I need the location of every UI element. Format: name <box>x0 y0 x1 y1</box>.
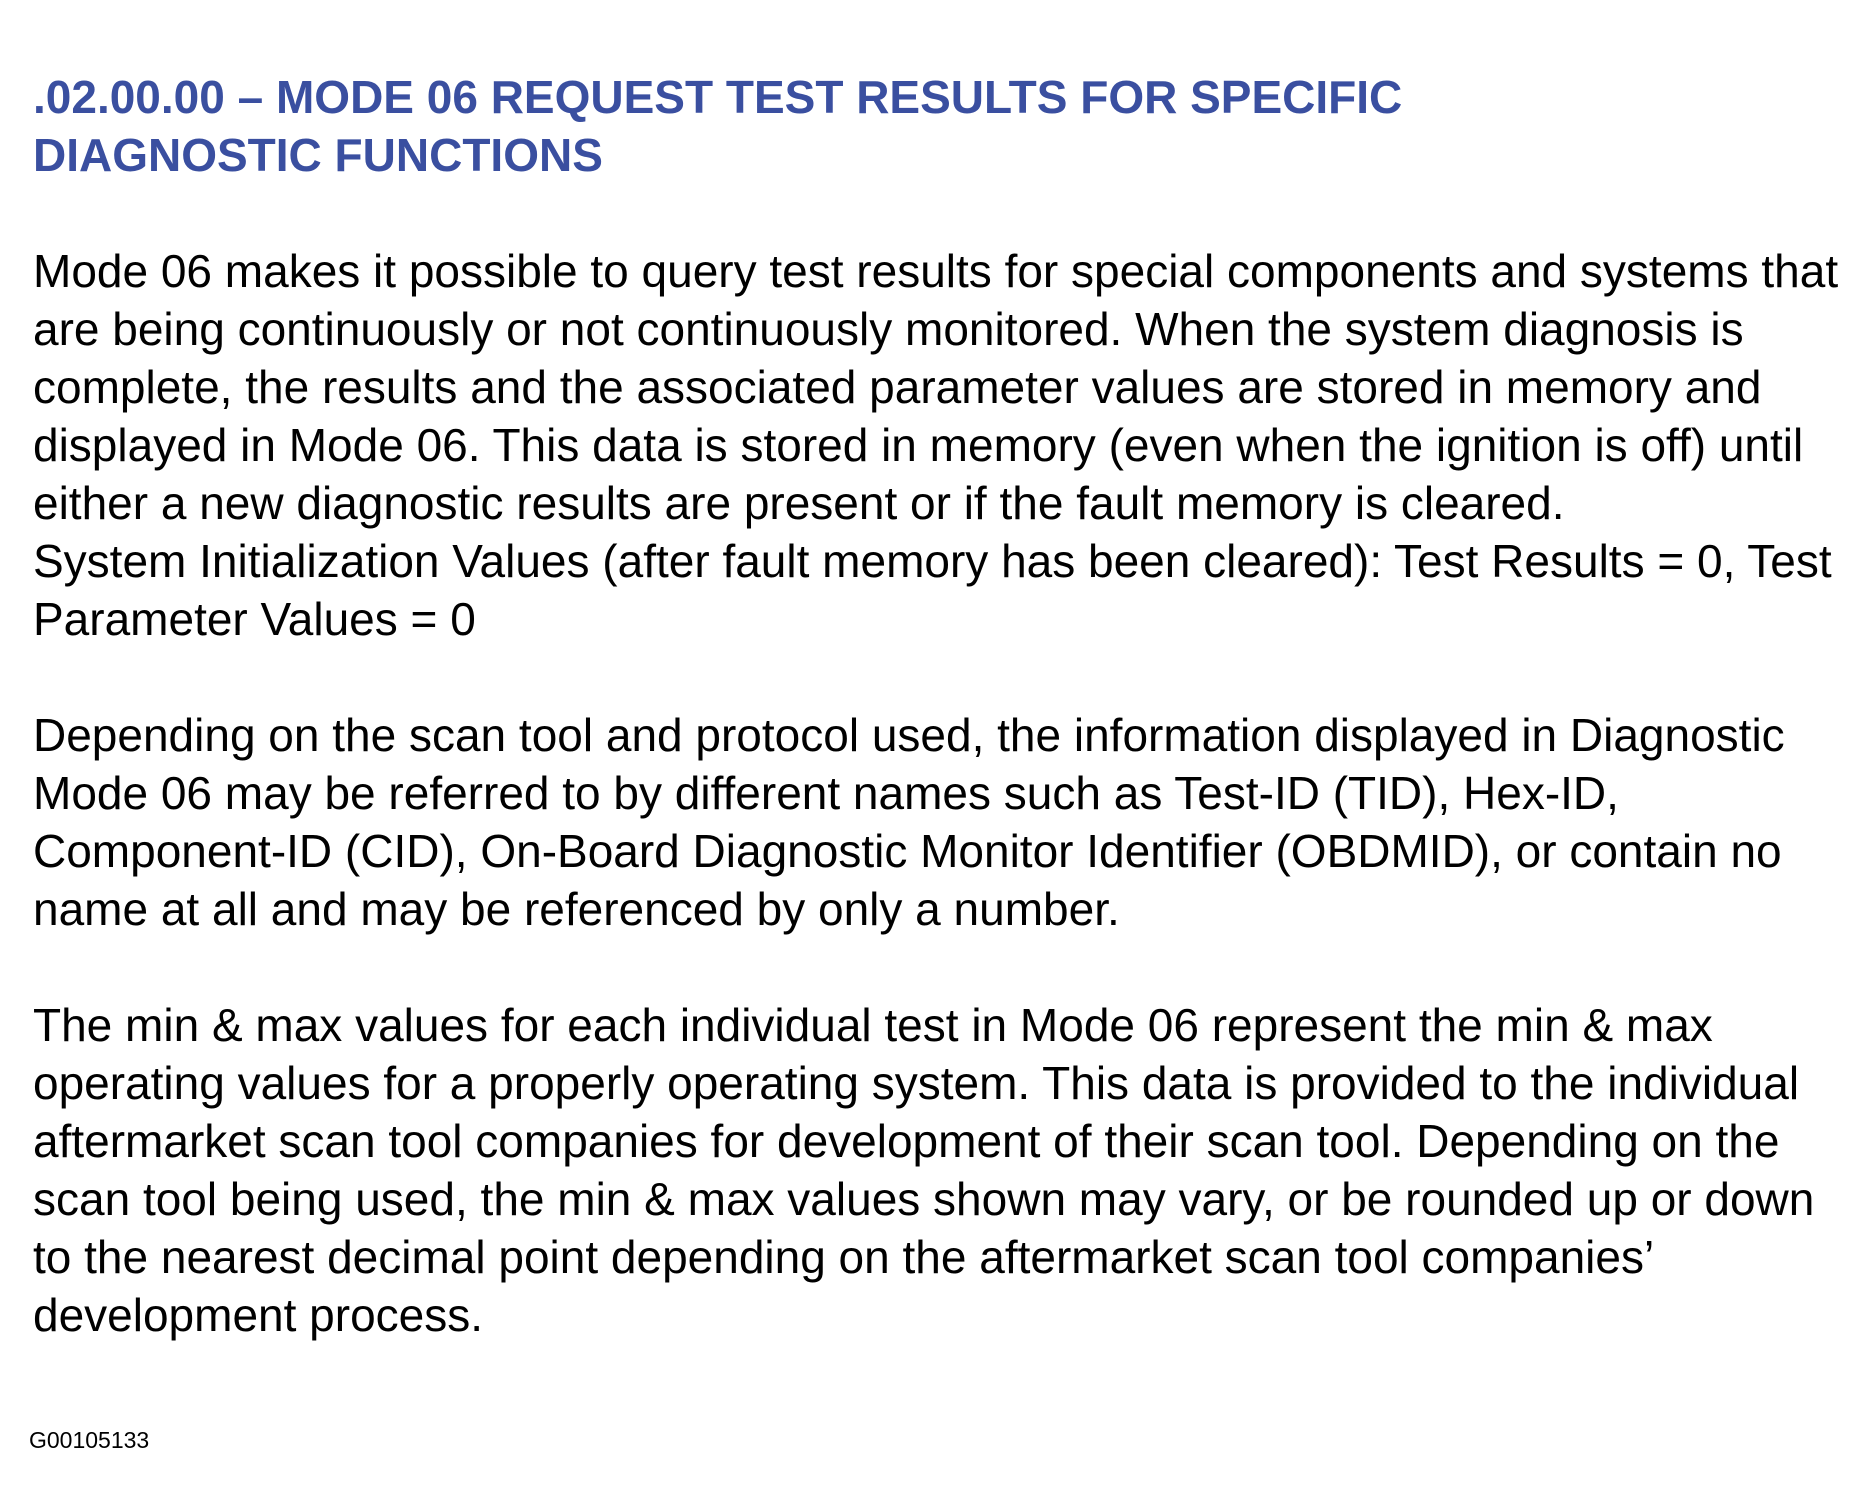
section-heading <box>33 68 1843 184</box>
document-page <box>33 68 1843 1344</box>
figure-id: G00105133 <box>29 1427 150 1453</box>
paragraph-spacer <box>33 938 1843 996</box>
paragraph-spacer <box>33 184 1843 242</box>
paragraph-spacer <box>33 648 1843 706</box>
paragraph-naming-conventions: Depending on the scan tool and protocol used, the information displayed in Diagnostic Mode 06 may be referred to by different names such as Test-ID (TID), Hex-ID, Component-ID (CID), On-Board Diagnostic Monitor Identifier (OBDMID), or contain no name at all and may be referenced by only a number. <box>33 709 1785 935</box>
paragraph-initialization-values: System Initialization Values (after fault memory has been cleared): Test Results = 0, Test Parameter Values = 0 <box>33 535 1832 645</box>
paragraph-mode06-overview: Mode 06 makes it possible to query test results for special components and systems that are being continuously or not continuously monitored. When the system diagnosis is complete, the results and the associated parameter values are stored in memory and displayed in Mode 06. This data is stored in memory (even when the ignition is off) until either a new diagnostic results are present or if the fault memory is cleared. <box>33 245 1839 529</box>
paragraph-min-max-values: The min & max values for each individual test in Mode 06 represent the min & max operating values for a properly operating system. This data is provided to the individual aftermarket scan tool companies for development of their scan tool. Depending on the scan tool being used, the min & max values shown may vary, or be rounded up or down to the nearest decimal point depending on the aftermarket scan tool companies’ development process. <box>33 999 1815 1341</box>
section-heading-line-1: .02.00.00 – MODE 06 REQUEST TEST RESULTS FOR SPECIFIC <box>33 71 1403 123</box>
section-heading-line-2: DIAGNOSTIC FUNCTIONS <box>33 129 603 181</box>
